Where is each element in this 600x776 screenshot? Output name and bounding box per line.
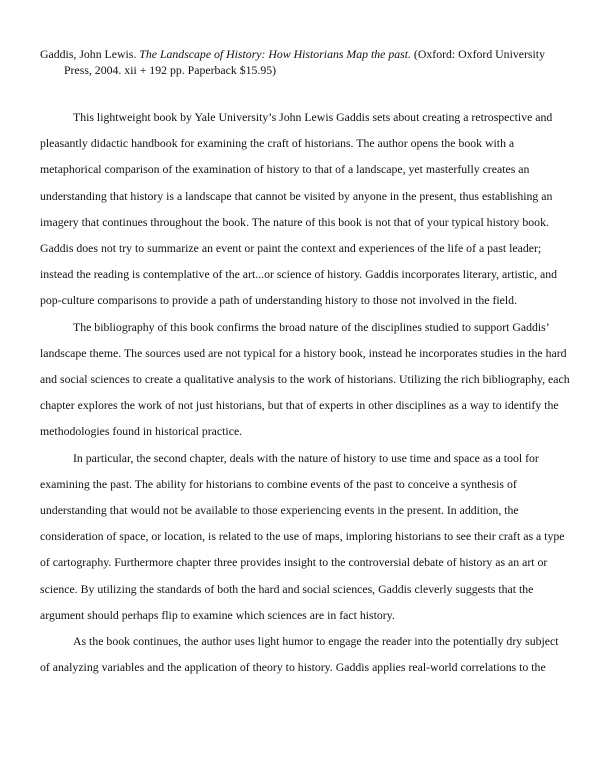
citation-details: Press, 2004. xii + 192 pp. Paperback $15.95) bbox=[64, 62, 277, 77]
citation-author: Gaddis, John Lewis. bbox=[40, 47, 140, 61]
paragraph-line: understanding that history is a landscape that cannot be visited by anyone in the present, thus establishing an bbox=[40, 188, 553, 203]
paragraph-line: instead the reading is contemplative of the art...or science of history. Gaddis incorporates literary, artistic, and bbox=[40, 267, 558, 282]
review-body bbox=[40, 104, 570, 680]
review-paragraph bbox=[40, 628, 560, 680]
paragraph-line: and social sciences to create a qualitative analysis to the work of historians. Utilizing the rich bibliography, each bbox=[40, 372, 570, 387]
citation-publisher: (Oxford: Oxford University bbox=[410, 47, 545, 61]
paragraph-line: consideration of space, or location, is related to the use of maps, imploring historians to see their craft as a type bbox=[40, 529, 565, 544]
paragraph-line: metaphorical comparison of the examination of history to that of a landscape, yet masterfully creates an bbox=[40, 162, 530, 177]
paragraph-line: Gaddis does not try to summarize an event or paint the context and experiences of the life of a past leader; bbox=[40, 241, 542, 256]
paragraph-line: of analyzing variables and the application of theory to history. Gaddis applies real-world correlations to the bbox=[40, 660, 546, 675]
paragraph-line: of cartography. Furthermore chapter three provides insight to the controversial debate of history as an art or bbox=[40, 555, 548, 570]
paragraph-line: chapter explores the work of not just historians, but that of experts in other disciplines as a way to identify the bbox=[40, 398, 559, 413]
paragraph-line: understanding that would not be available to those experiencing events in the present. In addition, the bbox=[40, 503, 519, 518]
review-paragraph bbox=[40, 445, 565, 628]
paragraph-line: The bibliography of this book confirms the broad nature of the disciplines studied to support Gaddis’ bbox=[73, 319, 550, 334]
book-citation bbox=[40, 47, 584, 78]
paragraph-line: science. By utilizing the standards of both the hard and social sciences, Gaddis cleverly suggests that the bbox=[40, 581, 534, 596]
paragraph-line: examining the past. The ability for historians to combine events of the past to conceive a synthesis of bbox=[40, 476, 517, 491]
paragraph-line: This lightweight book by Yale University’s John Lewis Gaddis sets about creating a retrospective and bbox=[73, 110, 553, 124]
paragraph-line: pleasantly didactic handbook for examining the craft of historians. The author opens the book with a bbox=[40, 136, 515, 151]
paragraph-line: pop-culture comparisons to provide a path of understanding history to those not involved in the field. bbox=[40, 293, 518, 308]
citation-title: The Landscape of History: How Historians Map the past. bbox=[139, 47, 411, 61]
paragraph-line: As the book continues, the author uses light humor to engage the reader into the potentially dry subject bbox=[73, 634, 559, 649]
paragraph-line: In particular, the second chapter, deals with the nature of history to use time and space as a tool for bbox=[73, 450, 539, 465]
paragraph-line: methodologies found in historical practice. bbox=[40, 424, 243, 439]
paragraph-line: imagery that continues throughout the book. The nature of this book is not that of your typical history book. bbox=[40, 214, 549, 229]
paragraph-line: landscape theme. The sources used are not typical for a history book, instead he incorporates studies in the hard bbox=[40, 345, 567, 360]
review-paragraph bbox=[40, 314, 570, 445]
paragraph-line: argument should perhaps flip to examine which sciences are in fact history. bbox=[40, 607, 395, 622]
review-paragraph bbox=[40, 104, 560, 314]
